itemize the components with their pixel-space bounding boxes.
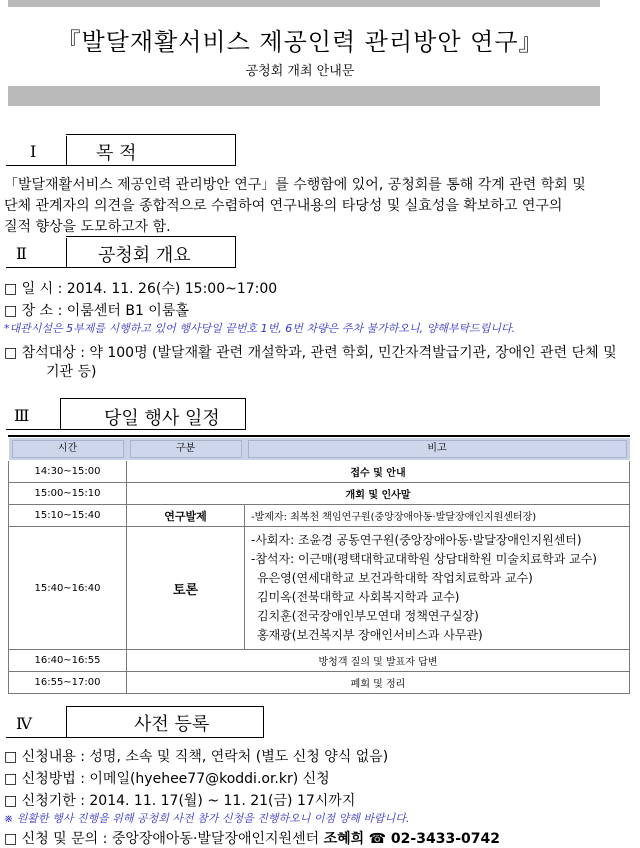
section-header-registration bbox=[6, 706, 264, 738]
row-content: 방청객 질의 및 발표자 답변 bbox=[127, 650, 630, 672]
row-time: 15:10~15:40 bbox=[9, 505, 127, 527]
panel-moderator: -사회자: 조윤경 공동연구원(중앙장애아동·발달장애인지원센터) bbox=[251, 533, 582, 547]
section-header-schedule bbox=[6, 398, 246, 430]
table-row bbox=[9, 672, 630, 694]
row-content: 개회 및 인사말 bbox=[127, 483, 630, 505]
header-gray-bar bbox=[8, 86, 600, 106]
registration-method: □ 신청방법 : 이메일(hyehee77@koddi.or.kr) 신청 bbox=[4, 771, 330, 787]
header-remarks: 비고 bbox=[245, 438, 630, 461]
section-title: 공청회 개요 bbox=[98, 245, 191, 266]
section-number: Ⅱ bbox=[16, 244, 27, 263]
schedule-table bbox=[8, 437, 630, 694]
table-row bbox=[9, 527, 630, 650]
document-subtitle: 공청회 개최 안내문 bbox=[245, 64, 355, 79]
phone-icon: ☎ bbox=[368, 831, 387, 847]
section-header-purpose bbox=[6, 134, 236, 166]
table-row bbox=[9, 483, 630, 505]
contact-label: □ 신청 및 문의 : 중앙장애아동·발달장애인지원센터 bbox=[4, 831, 324, 847]
table-header-row bbox=[9, 438, 630, 461]
row-type: 연구발제 bbox=[127, 505, 245, 527]
section-number: Ⅰ bbox=[30, 142, 37, 161]
document-title: 『발달재활서비스 제공인력 관리방안 연구』 bbox=[56, 28, 544, 56]
registration-content: □ 신청내용 : 성명, 소속 및 직책, 연락처 (별도 신청 양식 없음) bbox=[4, 749, 389, 765]
event-attendees-cont: 기관 등) bbox=[46, 364, 97, 380]
section-header-overview bbox=[6, 236, 236, 268]
registration-contact bbox=[4, 828, 500, 848]
row-time: 15:00~15:10 bbox=[9, 483, 127, 505]
row-type: 토론 bbox=[127, 527, 245, 650]
registration-note: ※ 원활한 행사 진행을 위해 공청회 사전 참가 신청을 진행하오니 이점 양해 바랍니다. bbox=[4, 812, 410, 825]
discussion-panel bbox=[245, 527, 630, 650]
header-time: 시간 bbox=[9, 438, 127, 461]
section-number: Ⅲ bbox=[14, 406, 30, 425]
panel-member: 김치훈(전국장애인부모연대 정책연구실장) bbox=[257, 609, 479, 623]
row-content: 폐회 및 정리 bbox=[127, 672, 630, 694]
event-date: □ 일 시 : 2014. 11. 26(수) 15:00~17:00 bbox=[4, 281, 278, 297]
row-time: 15:40~16:40 bbox=[9, 527, 127, 650]
contact-name: 조혜희 bbox=[323, 831, 365, 847]
header-category: 구분 bbox=[127, 438, 245, 461]
table-row bbox=[9, 505, 630, 527]
row-note: -발제자: 최복천 책임연구원(중앙장애아동·발달장애인지원센터장) bbox=[245, 505, 630, 527]
event-attendees: □ 참석대상 : 약 100명 (발달재활 관련 개설학과, 관련 학회, 민간자격발급기관, 장애인 관련 단체 및 bbox=[4, 345, 617, 361]
purpose-paragraph: 「발달재활서비스 제공인력 관리방안 연구」를 수행함에 있어, 공청회를 통해 각계 관련 학회 및 단체 관계자의 의견을 종합적으로 수렴하여 연구내용의 타당성 및 실효성을 확보하고 연구의 질적 향상을 도모하고자 함. bbox=[4, 177, 586, 235]
event-place: □ 장 소 : 이룸센터 B1 이룸홀 bbox=[4, 303, 189, 319]
section-title: 목 적 bbox=[96, 143, 137, 164]
panel-member: 홍재광(보건복지부 장애인서비스과 사무관) bbox=[257, 628, 483, 642]
panel-member: -참석자: 이근매(평택대학교대학원 상담대학원 미술치료학과 교수) bbox=[251, 552, 597, 566]
row-time: 16:40~16:55 bbox=[9, 650, 127, 672]
row-time: 14:30~15:00 bbox=[9, 461, 127, 483]
registration-deadline: □ 신청기한 : 2014. 11. 17(월) ~ 11. 21(금) 17시까지 bbox=[4, 793, 356, 809]
section-number: Ⅳ bbox=[16, 714, 32, 733]
table-row bbox=[9, 461, 630, 483]
panel-member: 김미옥(전북대학교 사회복지학과 교수) bbox=[257, 590, 460, 604]
table-row bbox=[9, 650, 630, 672]
panel-member: 유은영(연세대학교 보건과학대학 작업치료학과 교수) bbox=[257, 571, 533, 585]
contact-phone: 02-3433-0742 bbox=[386, 831, 500, 847]
top-gray-bar bbox=[8, 0, 600, 7]
parking-note: *대관시설은 5부제를 시행하고 있어 행사당일 끝번호 1번, 6번 차량은 주차 불가하오니, 양해부탁드립니다. bbox=[4, 322, 516, 335]
row-time: 16:55~17:00 bbox=[9, 672, 127, 694]
section-title: 사전 등록 bbox=[134, 714, 210, 735]
section-title: 당일 행사 일정 bbox=[104, 408, 220, 429]
row-content: 접수 및 안내 bbox=[127, 461, 630, 483]
